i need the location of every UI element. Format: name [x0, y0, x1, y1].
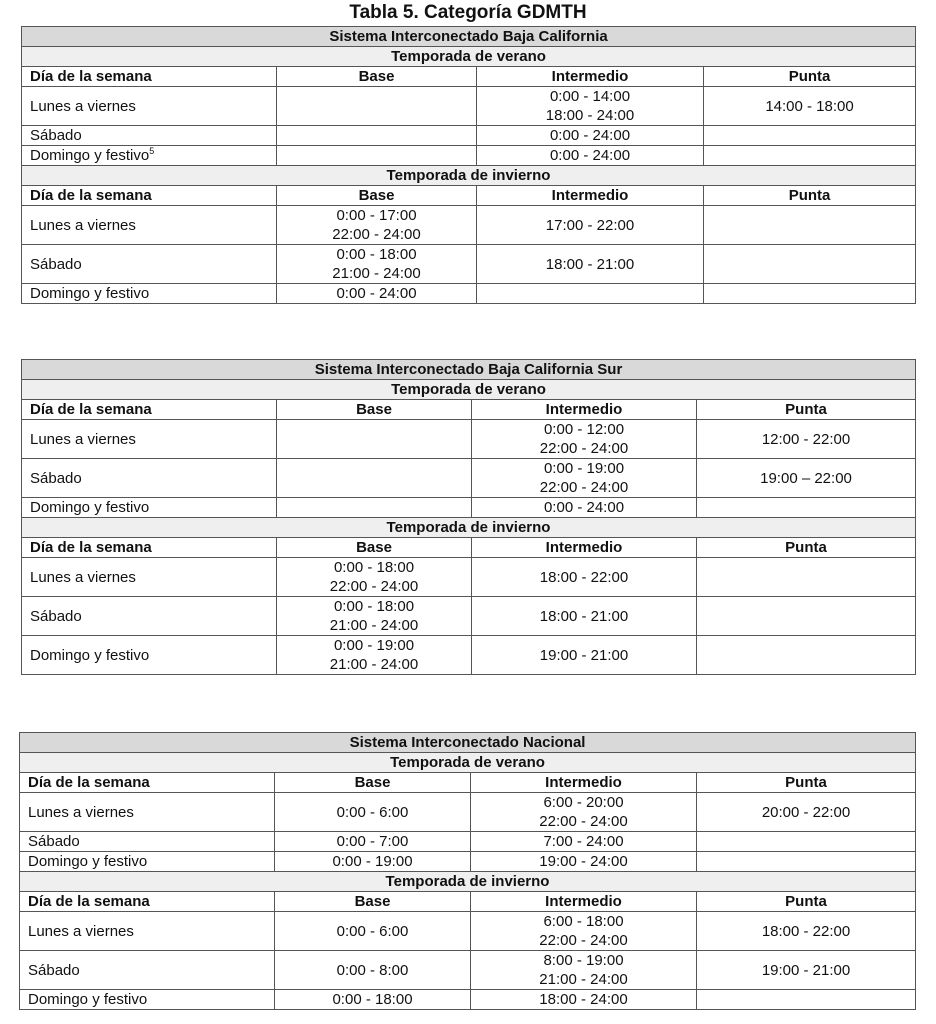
intermedio-cell: [471, 832, 697, 852]
column-header-intermedio: Intermedio: [477, 67, 704, 87]
table-row: [22, 420, 916, 459]
column-header-intermedio: Intermedio: [477, 186, 704, 206]
time-range: 0:00 - 24:00: [336, 285, 417, 302]
punta-cell: [697, 558, 916, 597]
column-header-base: Base: [275, 892, 471, 912]
column-header-punta: Punta: [697, 400, 916, 420]
column-header-base: Base: [277, 67, 477, 87]
column-header-intermedio: Intermedio: [472, 400, 697, 420]
day-label: Sábado: [30, 607, 82, 625]
base-cell: [277, 206, 477, 245]
season-header-row: [22, 380, 916, 400]
base-cell: [277, 558, 472, 597]
punta-cell: [697, 420, 916, 459]
column-header-day: Día de la semana: [20, 892, 275, 912]
column-header-base: Base: [275, 773, 471, 793]
day-cell: [20, 990, 275, 1010]
day-cell: [20, 793, 275, 832]
season-title: Temporada de invierno: [20, 872, 916, 892]
season-title: Temporada de invierno: [22, 166, 916, 186]
punta-cell: [704, 284, 916, 304]
column-header-row: [22, 186, 916, 206]
time-range: 0:00 - 24:00: [549, 147, 631, 164]
punta-cell: [697, 912, 916, 951]
table-row: [22, 498, 916, 518]
day-cell: [20, 951, 275, 990]
time-range: 0:00 - 14:00: [549, 88, 631, 105]
day-label: Sábado: [30, 469, 82, 487]
table-baja-california-sur: [21, 359, 916, 675]
punta-cell: [697, 951, 916, 990]
time-range: 12:00 - 22:00: [761, 430, 851, 448]
base-cell: [275, 951, 471, 990]
day-label: Domingo y festivo: [30, 285, 150, 302]
punta-cell: [697, 597, 916, 636]
day-label: Lunes a viernes: [30, 568, 136, 586]
day-label: Domingo y festivo: [30, 646, 150, 664]
intermedio-cell: [471, 990, 697, 1010]
time-range: 19:00 – 22:00: [760, 469, 852, 487]
table-row: [22, 87, 916, 126]
intermedio-cell: [477, 126, 704, 146]
base-cell: [275, 793, 471, 832]
time-range: 0:00 - 6:00: [336, 922, 409, 940]
time-range: 18:00 - 21:00: [545, 255, 635, 273]
day-label: Sábado: [30, 255, 82, 273]
system-title: Sistema Interconectado Baja California Sur: [22, 360, 916, 380]
day-cell: [22, 420, 277, 459]
day-cell: [22, 126, 277, 146]
day-label: Domingo y festivo: [30, 499, 150, 516]
table-row: [22, 459, 916, 498]
base-cell: [277, 597, 472, 636]
day-label: Domingo y festivo: [28, 991, 148, 1008]
punta-cell: [704, 206, 916, 245]
column-header-punta: Punta: [704, 186, 916, 206]
table-baja-california: [21, 26, 916, 304]
time-range: 0:00 - 6:00: [336, 803, 409, 821]
punta-cell: [704, 146, 916, 166]
day-label: Domingo y festivo: [28, 853, 148, 870]
table-row: [22, 597, 916, 636]
time-range: 0:00 - 24:00: [543, 499, 625, 516]
season-header-row: [20, 753, 916, 773]
table-row: [20, 793, 916, 832]
base-cell: [275, 912, 471, 951]
intermedio-cell: [472, 498, 697, 518]
time-range: 22:00 - 24:00: [539, 479, 629, 496]
table-row: [22, 206, 916, 245]
day-cell: [22, 597, 277, 636]
day-cell: [22, 498, 277, 518]
column-header-row: [20, 892, 916, 912]
day-cell: [22, 146, 277, 166]
column-header-base: Base: [277, 538, 472, 558]
base-cell: [277, 284, 477, 304]
column-header-base: Base: [277, 400, 472, 420]
time-range: 18:00 - 24:00: [545, 107, 635, 124]
column-header-base: Base: [277, 186, 477, 206]
table-row: [22, 146, 916, 166]
time-range: 0:00 - 19:00: [333, 637, 415, 654]
time-range: 0:00 - 12:00: [543, 421, 625, 438]
day-label: Sábado: [28, 833, 80, 850]
time-range: 0:00 - 19:00: [332, 853, 413, 870]
base-cell: [275, 852, 471, 872]
time-range: 0:00 - 19:00: [543, 460, 625, 477]
day-cell: [20, 852, 275, 872]
table-row: [20, 951, 916, 990]
day-cell: [22, 459, 277, 498]
table-row: [22, 245, 916, 284]
intermedio-cell: [477, 146, 704, 166]
table-row: [22, 636, 916, 675]
punta-cell: [704, 87, 916, 126]
time-range: 0:00 - 17:00: [336, 207, 417, 224]
table-row: [20, 832, 916, 852]
time-range: 18:00 - 22:00: [539, 568, 629, 586]
time-range: 0:00 - 8:00: [336, 961, 409, 979]
time-range: 21:00 - 24:00: [329, 617, 419, 634]
column-header-day: Día de la semana: [22, 186, 277, 206]
time-range: 21:00 - 24:00: [539, 971, 628, 988]
time-range: 7:00 - 24:00: [543, 833, 624, 850]
day-cell: [22, 206, 277, 245]
time-range: 0:00 - 18:00: [332, 991, 413, 1008]
base-cell: [277, 636, 472, 675]
column-header-intermedio: Intermedio: [471, 773, 697, 793]
time-range: 6:00 - 20:00: [543, 794, 624, 811]
day-cell: [22, 636, 277, 675]
intermedio-cell: [472, 558, 697, 597]
time-range: 22:00 - 24:00: [539, 440, 629, 457]
time-range: 0:00 - 7:00: [336, 833, 409, 850]
time-range: 0:00 - 18:00: [333, 598, 415, 615]
time-range: 18:00 - 21:00: [539, 607, 629, 625]
punta-cell: [697, 832, 916, 852]
season-header-row: [22, 47, 916, 67]
table-nacional: [19, 732, 916, 1010]
day-cell: [22, 245, 277, 284]
time-range: 22:00 - 24:00: [539, 813, 628, 830]
season-header-row: [22, 518, 916, 538]
column-header-row: [22, 400, 916, 420]
intermedio-cell: [477, 284, 704, 304]
column-header-punta: Punta: [704, 67, 916, 87]
day-cell: [22, 558, 277, 597]
time-range: 6:00 - 18:00: [543, 913, 624, 930]
time-range: 19:00 - 24:00: [539, 853, 628, 870]
time-range: 19:00 - 21:00: [539, 646, 629, 664]
system-header-row: [22, 27, 916, 47]
column-header-day: Día de la semana: [20, 773, 275, 793]
page-title: Tabla 5. Categoría GDMTH: [349, 2, 587, 23]
base-cell: [275, 990, 471, 1010]
system-title: Sistema Interconectado Baja California: [22, 27, 916, 47]
base-cell: [277, 87, 477, 126]
season-header-row: [20, 872, 916, 892]
intermedio-cell: [471, 793, 697, 832]
intermedio-cell: [472, 459, 697, 498]
time-range: 21:00 - 24:00: [332, 265, 421, 282]
day-cell: [22, 87, 277, 126]
system-header-row: [20, 733, 916, 753]
punta-cell: [697, 852, 916, 872]
punta-cell: [704, 245, 916, 284]
system-title: Sistema Interconectado Nacional: [20, 733, 916, 753]
punta-cell: [697, 636, 916, 675]
time-range: 0:00 - 18:00: [333, 559, 415, 576]
base-cell: [277, 498, 472, 518]
day-label: Domingo y festivo: [30, 147, 150, 164]
day-label: Sábado: [28, 961, 80, 979]
time-range: 8:00 - 19:00: [543, 952, 624, 969]
day-label: Lunes a viernes: [28, 922, 134, 940]
time-range: 19:00 - 21:00: [761, 961, 851, 979]
table-row: [20, 852, 916, 872]
time-range: 0:00 - 18:00: [336, 246, 417, 263]
day-label: Lunes a viernes: [30, 216, 136, 234]
day-label: Lunes a viernes: [28, 803, 134, 821]
time-range: 21:00 - 24:00: [329, 656, 419, 673]
intermedio-cell: [477, 87, 704, 126]
base-cell: [277, 245, 477, 284]
time-range: 17:00 - 22:00: [545, 216, 635, 234]
intermedio-cell: [472, 636, 697, 675]
column-header-row: [22, 538, 916, 558]
time-range: 0:00 - 24:00: [549, 127, 631, 144]
punta-cell: [697, 990, 916, 1010]
time-range: 22:00 - 24:00: [332, 226, 421, 243]
table-row: [22, 126, 916, 146]
table-row: [20, 912, 916, 951]
time-range: 18:00 - 24:00: [539, 991, 628, 1008]
footnote-marker: 5: [149, 146, 155, 156]
day-label: Lunes a viernes: [30, 430, 136, 448]
column-header-day: Día de la semana: [22, 67, 277, 87]
day-cell: [20, 832, 275, 852]
day-cell: [22, 284, 277, 304]
intermedio-cell: [472, 597, 697, 636]
base-cell: [277, 459, 472, 498]
punta-cell: [697, 498, 916, 518]
column-header-punta: Punta: [697, 773, 916, 793]
intermedio-cell: [477, 206, 704, 245]
column-header-day: Día de la semana: [22, 538, 277, 558]
season-title: Temporada de verano: [22, 380, 916, 400]
intermedio-cell: [471, 951, 697, 990]
season-title: Temporada de verano: [22, 47, 916, 67]
time-range: 18:00 - 22:00: [761, 922, 851, 940]
day-cell: [20, 912, 275, 951]
intermedio-cell: [471, 912, 697, 951]
punta-cell: [697, 459, 916, 498]
base-cell: [277, 126, 477, 146]
column-header-intermedio: Intermedio: [471, 892, 697, 912]
column-header-punta: Punta: [697, 538, 916, 558]
intermedio-cell: [477, 245, 704, 284]
base-cell: [275, 832, 471, 852]
day-label: Sábado: [30, 127, 82, 144]
table-row: [20, 990, 916, 1010]
time-range: 14:00 - 18:00: [765, 97, 854, 115]
column-header-row: [22, 67, 916, 87]
column-header-row: [20, 773, 916, 793]
table-row: [22, 558, 916, 597]
season-header-row: [22, 166, 916, 186]
time-range: 22:00 - 24:00: [329, 578, 419, 595]
day-label: Lunes a viernes: [30, 97, 136, 115]
time-range: 20:00 - 22:00: [761, 803, 851, 821]
punta-cell: [697, 793, 916, 832]
time-range: 22:00 - 24:00: [539, 932, 628, 949]
base-cell: [277, 420, 472, 459]
season-title: Temporada de verano: [20, 753, 916, 773]
base-cell: [277, 146, 477, 166]
column-header-intermedio: Intermedio: [472, 538, 697, 558]
punta-cell: [704, 126, 916, 146]
intermedio-cell: [472, 420, 697, 459]
intermedio-cell: [471, 852, 697, 872]
season-title: Temporada de invierno: [22, 518, 916, 538]
system-header-row: [22, 360, 916, 380]
table-row: [22, 284, 916, 304]
column-header-punta: Punta: [697, 892, 916, 912]
column-header-day: Día de la semana: [22, 400, 277, 420]
